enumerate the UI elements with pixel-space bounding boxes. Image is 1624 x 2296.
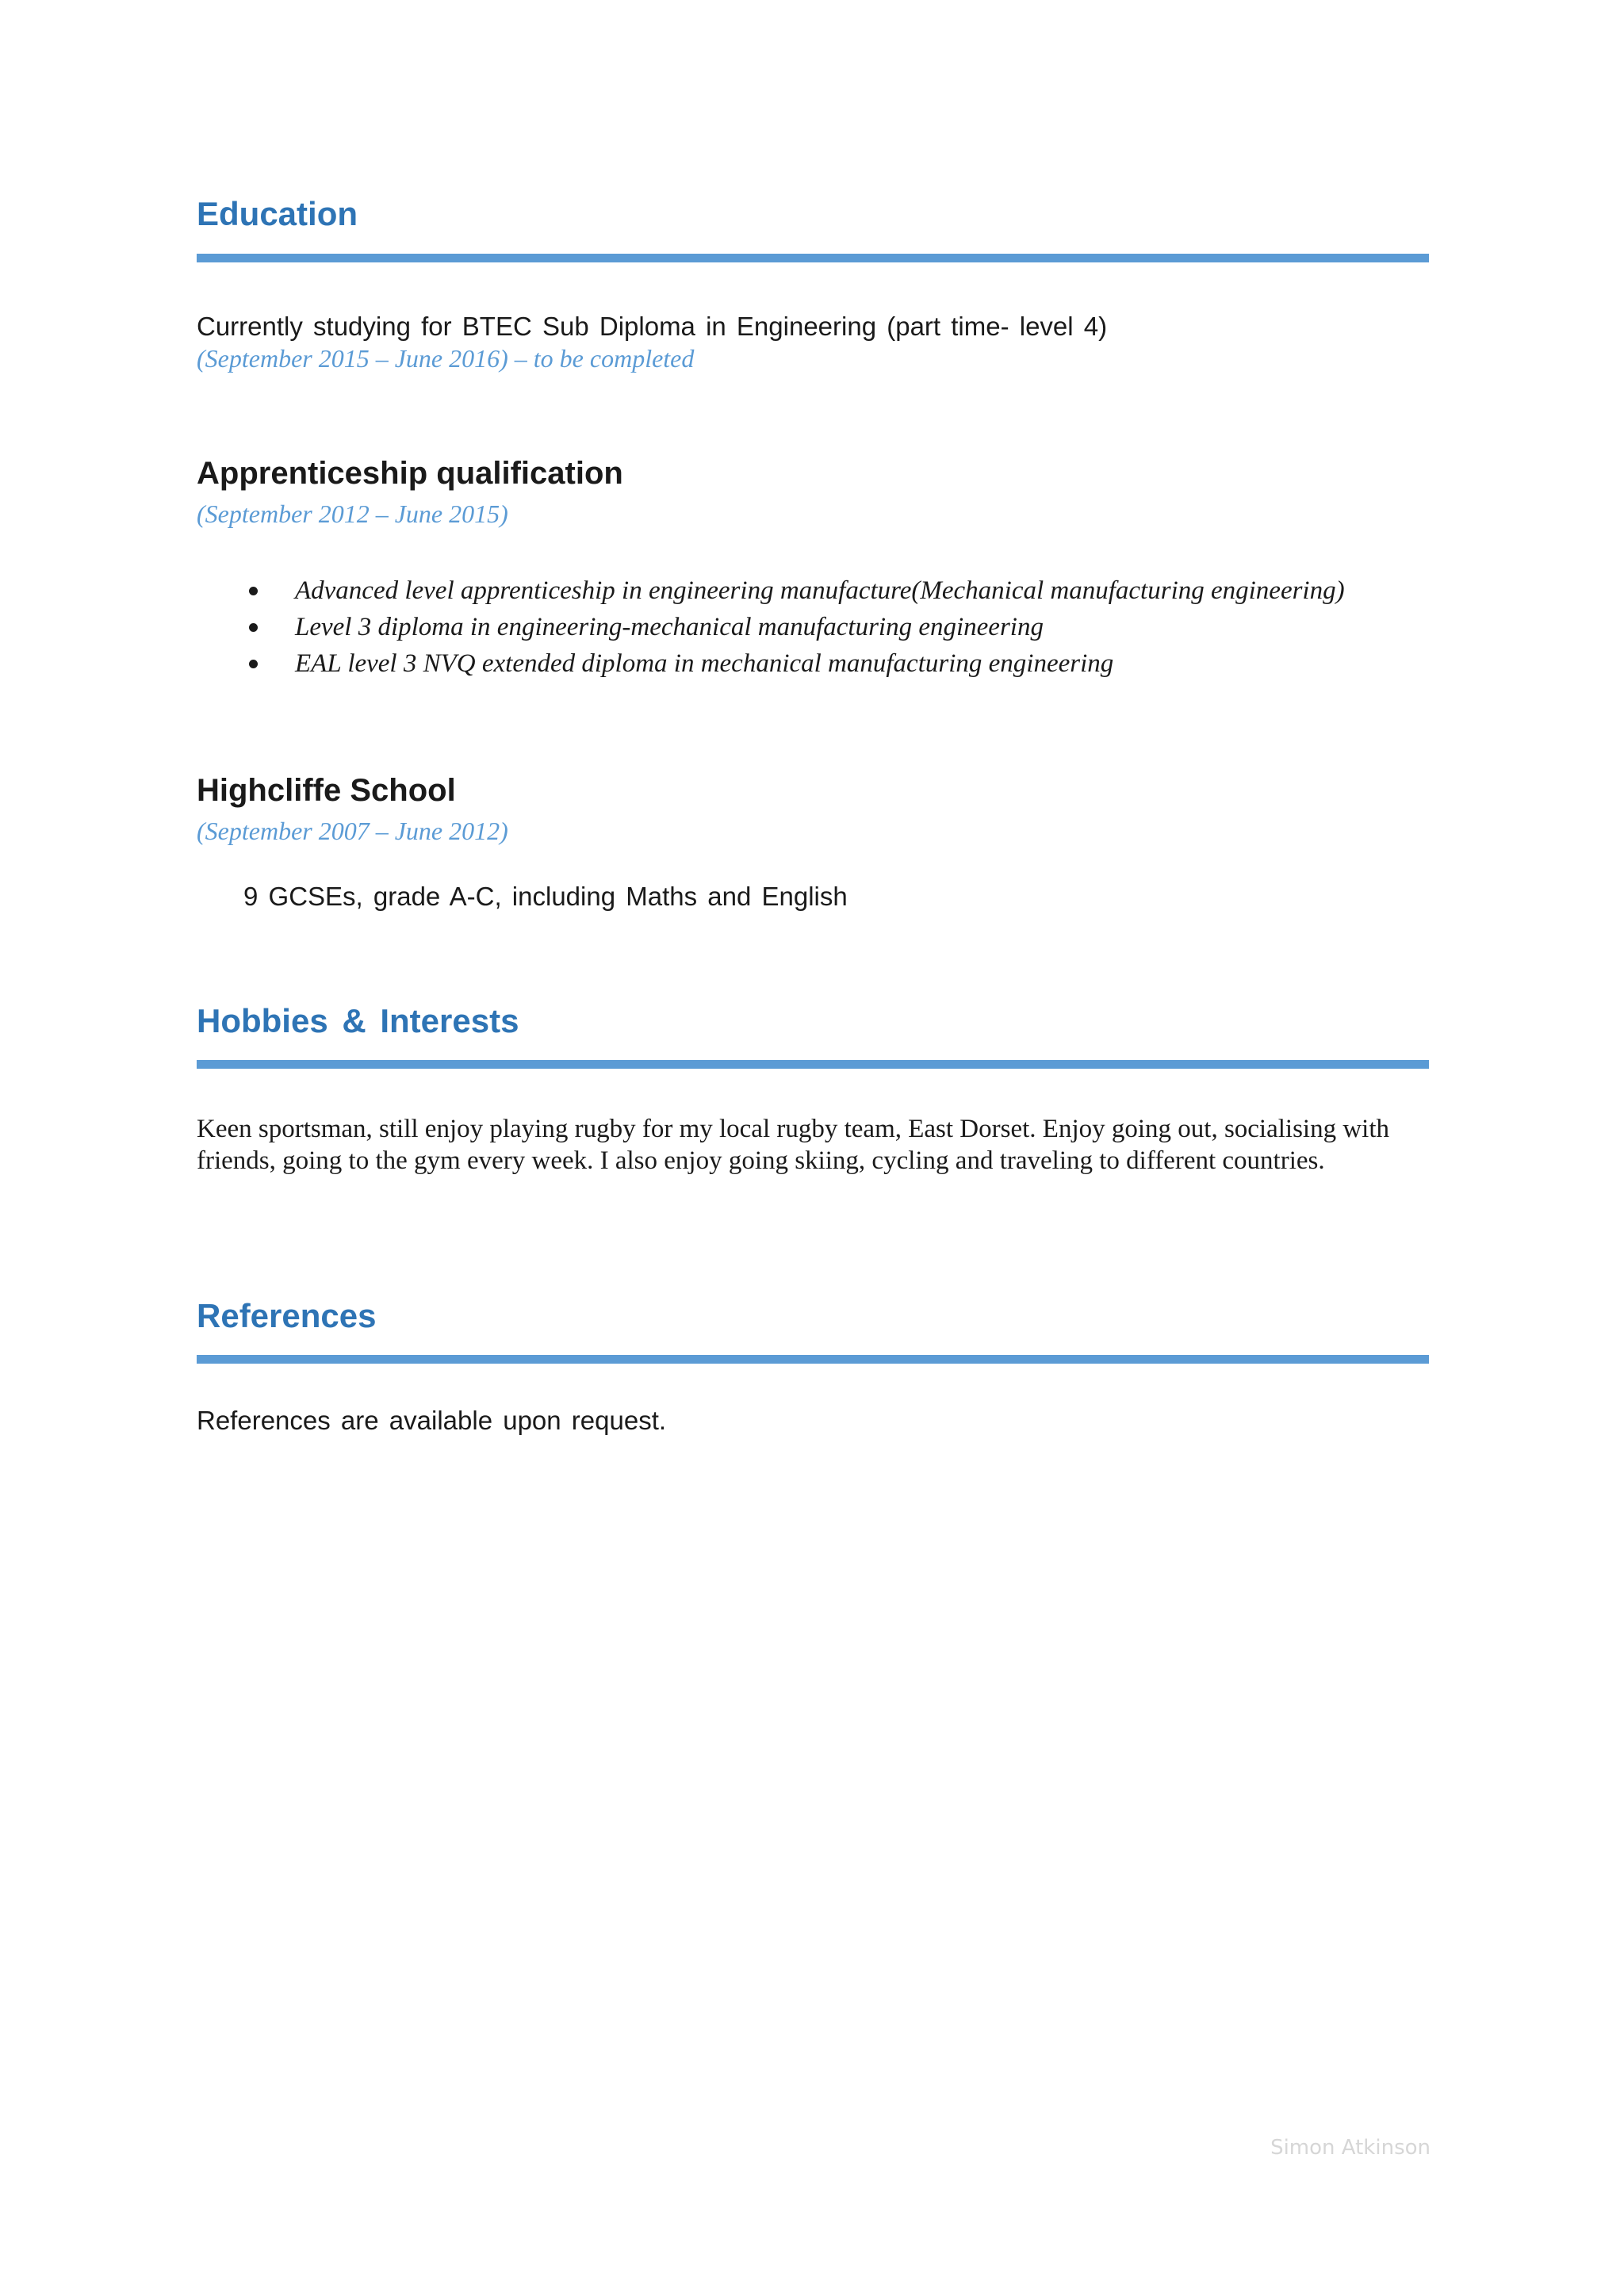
bullet-icon bbox=[249, 623, 258, 632]
bullet-icon bbox=[249, 587, 258, 595]
list-item-text: EAL level 3 NVQ extended diploma in mechanical manufacturing engineering bbox=[295, 649, 1114, 678]
education-divider bbox=[197, 254, 1429, 262]
apprenticeship-list bbox=[246, 572, 1345, 682]
hobbies-divider bbox=[197, 1060, 1429, 1069]
school-heading: Highcliffe School bbox=[197, 773, 456, 808]
references-divider bbox=[197, 1355, 1429, 1364]
references-text: References are available upon request. bbox=[197, 1406, 667, 1435]
list-item bbox=[246, 645, 1345, 682]
current-study-text: Currently studying for BTEC Sub Diploma in Engineering (part time- level 4) bbox=[197, 312, 1108, 341]
education-heading: Education bbox=[197, 195, 358, 232]
current-study-dates: (September 2015 – June 2016) – to be completed bbox=[197, 344, 695, 373]
hobbies-text: Keen sportsman, still enjoy playing rugby for my local rugby team, East Dorset. Enjoy going out, socialising with friends, going to the gym every week. I also enjoy going skiing, cycling and traveling to different countries. bbox=[197, 1115, 1390, 1175]
footer-author-name: Simon Atkinson bbox=[1270, 2136, 1431, 2160]
apprenticeship-heading: Apprenticeship qualification bbox=[197, 456, 623, 491]
references-heading: References bbox=[197, 1297, 377, 1334]
list-item bbox=[246, 609, 1345, 645]
bullet-icon bbox=[249, 660, 258, 668]
school-dates: (September 2007 – June 2012) bbox=[197, 817, 508, 845]
school-result: 9 GCSEs, grade A-C, including Maths and English bbox=[243, 882, 848, 911]
list-item-text: Level 3 diploma in engineering-mechanical manufacturing engineering bbox=[295, 613, 1044, 641]
hobbies-heading: Hobbies & Interests bbox=[197, 1002, 519, 1039]
list-item-text: Advanced level apprenticeship in engineering manufacture(Mechanical manufacturing engineering) bbox=[295, 576, 1345, 605]
apprenticeship-dates: (September 2012 – June 2015) bbox=[197, 499, 508, 528]
list-item bbox=[246, 572, 1345, 609]
